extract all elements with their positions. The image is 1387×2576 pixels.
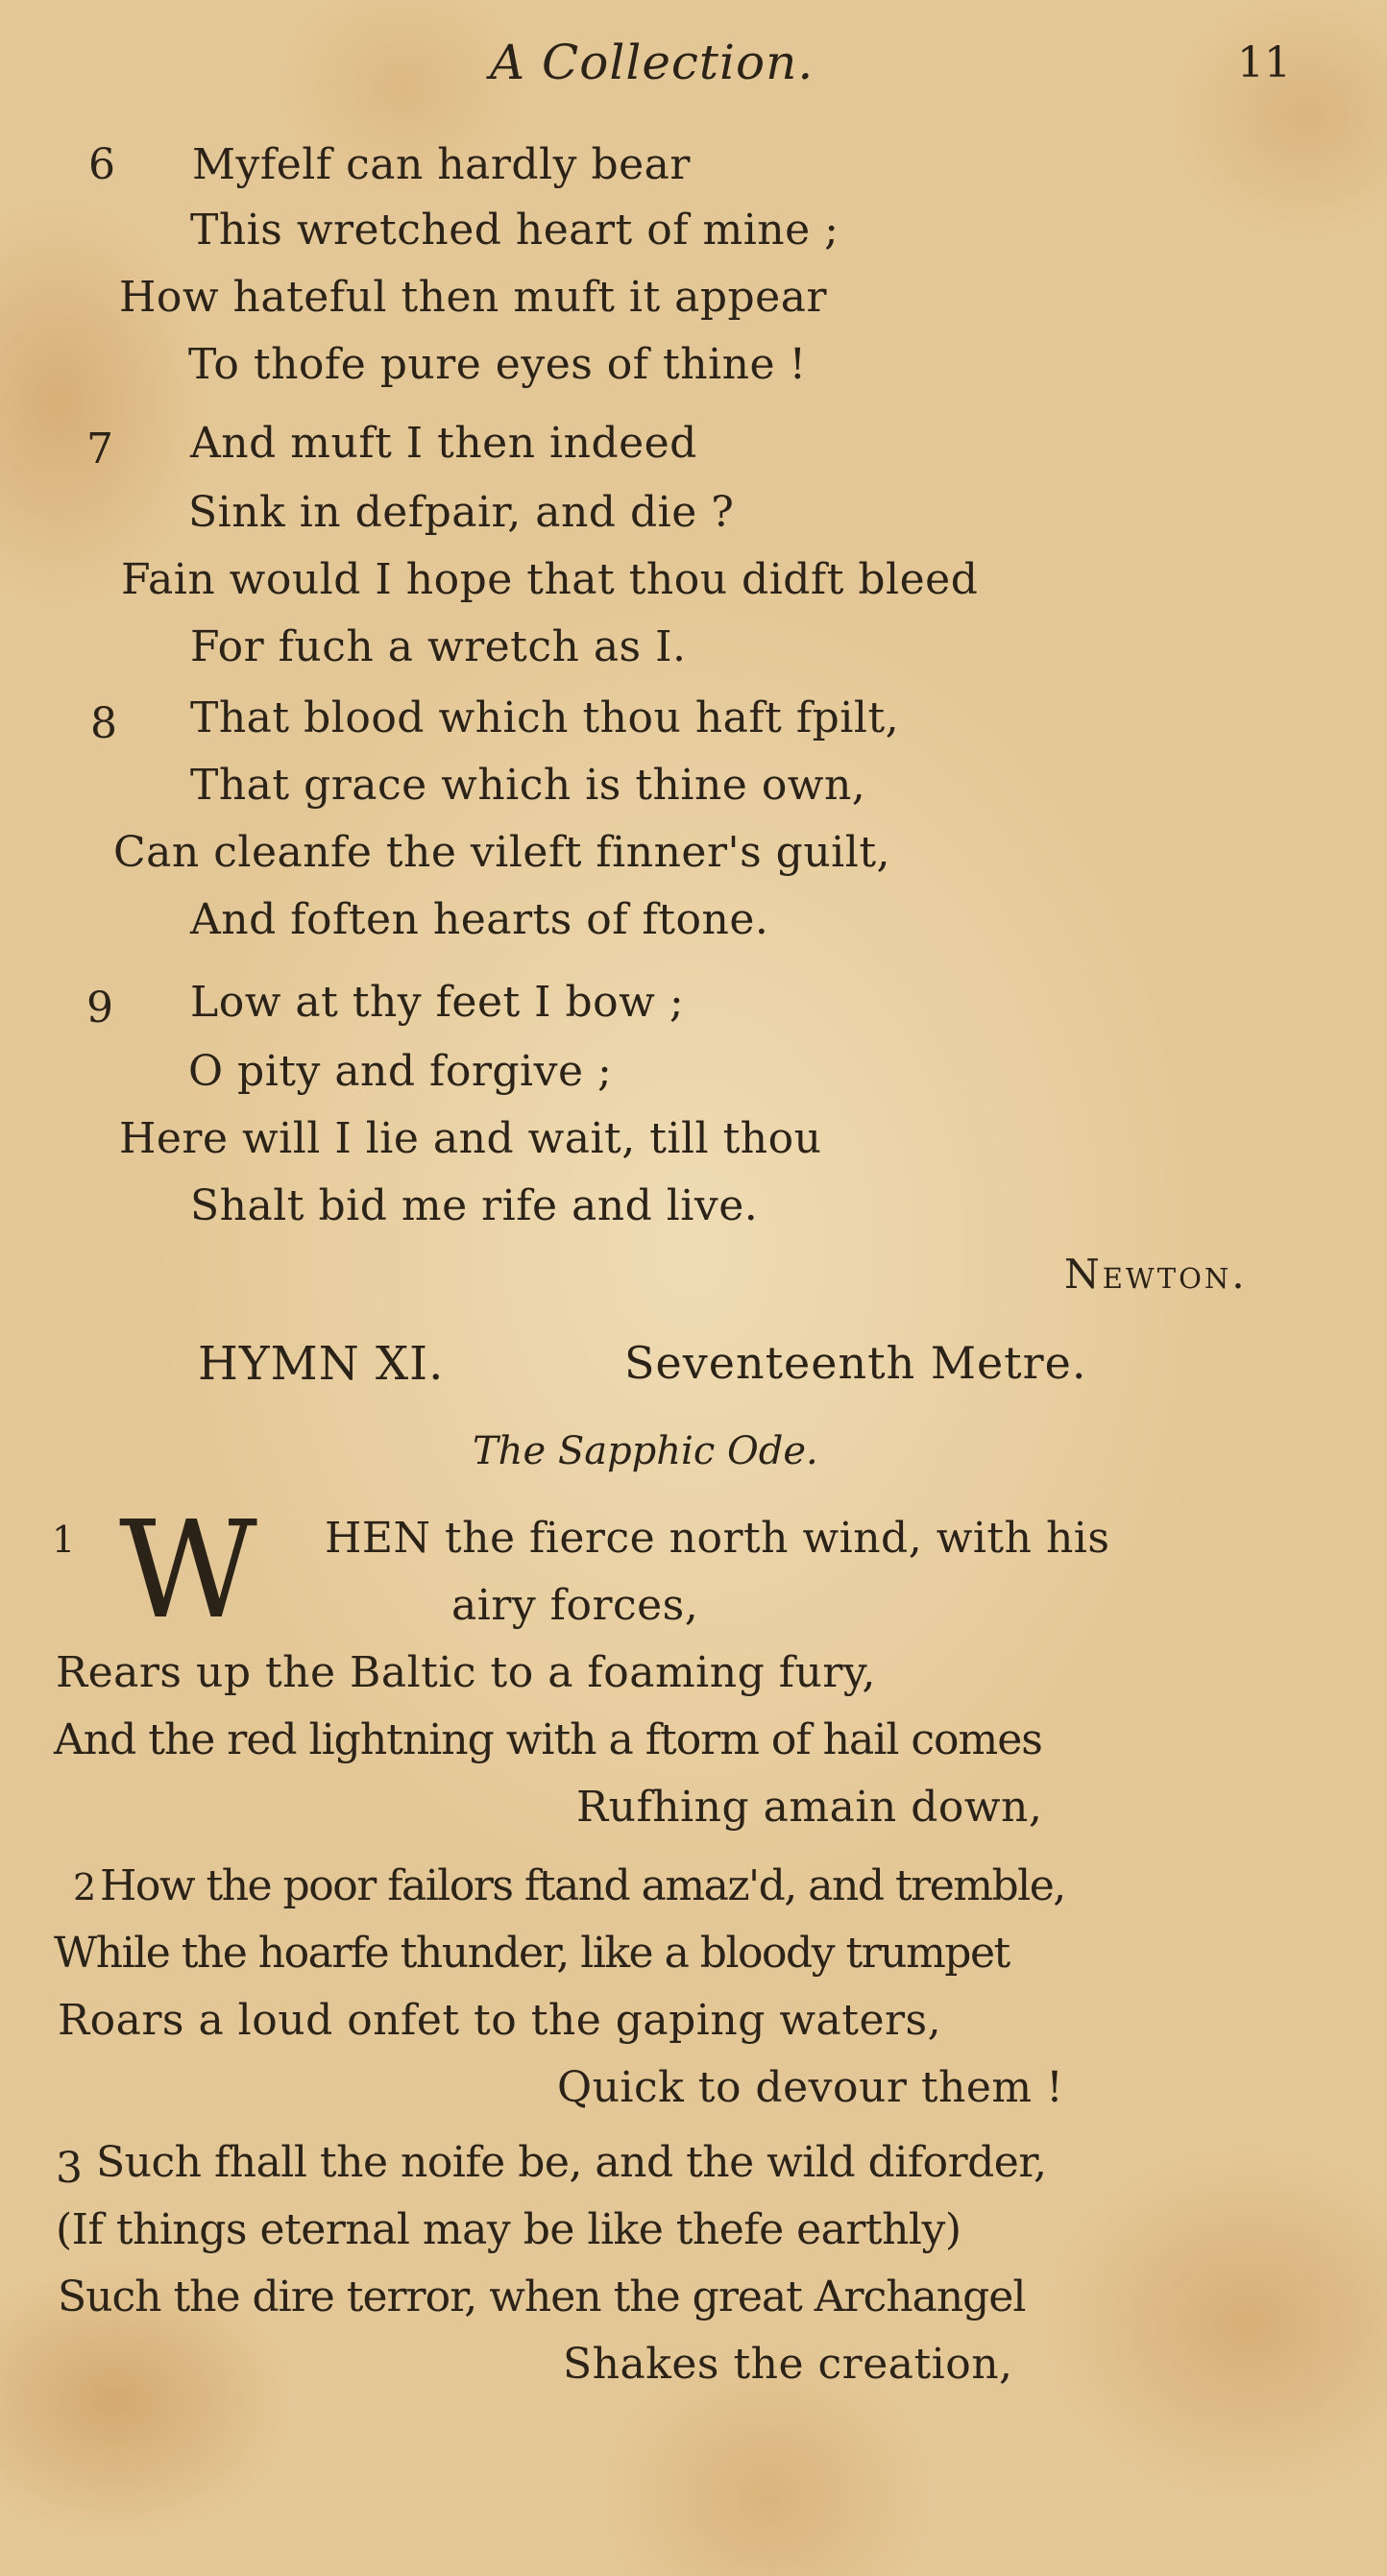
verse-line: Shalt bid me rife and live.: [190, 1181, 759, 1230]
verse-line: How hateful then muft it appear: [119, 273, 827, 322]
verse-line: HEN the fierce north wind, with his: [325, 1514, 1110, 1563]
verse-line: Sink in defpair, and die ?: [188, 488, 735, 537]
verse-line: How the poor failors ftand amaz'd, and tremble,: [100, 1861, 1065, 1910]
verse-line: That grace which is thine own,: [190, 761, 866, 810]
verse-line: airy forces,: [451, 1581, 699, 1630]
verse-line: And the red lightning with a ftorm of hail comes: [54, 1715, 1042, 1764]
verse-line: And muft I then indeed: [190, 419, 697, 468]
stanza-number: 3: [56, 2144, 83, 2193]
hymn-metre: Seventeenth Metre.: [624, 1337, 1087, 1389]
running-head-title: A Collection.: [490, 35, 815, 90]
stanza-number: 8: [90, 699, 117, 748]
verse-line: To thofe pure eyes of thine !: [188, 340, 807, 389]
stanza-number: 7: [86, 425, 113, 474]
page-number: 11: [1237, 38, 1291, 87]
verse-line: Shakes the creation,: [563, 2340, 1013, 2389]
stanza-number: 6: [88, 140, 115, 189]
author-signature: Newton.: [1064, 1251, 1248, 1298]
verse-line: Such fhall the noife be, and the wild diforder,: [96, 2138, 1047, 2187]
verse-line: For fuch a wretch as I.: [190, 622, 687, 671]
verse-line: Rufhing amain down,: [576, 1783, 1043, 1832]
verse-line: Low at thy feet I bow ;: [190, 978, 685, 1027]
verse-line: Here will I lie and wait, till thou: [119, 1114, 822, 1163]
verse-line: This wretched heart of mine ;: [190, 206, 840, 255]
verse-line: Quick to devour them !: [557, 2063, 1064, 2112]
hymn-subtitle: The Sapphic Ode.: [473, 1429, 818, 1473]
verse-line: Can cleanfe the vileft finner's guilt,: [113, 828, 890, 877]
verse-line: Roars a loud onfet to the gaping waters,: [58, 1996, 942, 2045]
stanza-number: 2: [73, 1866, 97, 1908]
verse-line: (If things eternal may be like thefe earthly): [56, 2205, 961, 2254]
stanza-number: 1: [52, 1519, 76, 1561]
verse-line: Myfelf can hardly bear: [192, 140, 691, 189]
verse-line: O pity and forgive ;: [188, 1047, 613, 1096]
verse-line: While the hoarfe thunder, like a bloody trumpet: [54, 1929, 1010, 1978]
verse-line: And foften hearts of ftone.: [190, 895, 769, 944]
verse-line: Such the dire terror, when the great Archangel: [58, 2272, 1026, 2321]
drop-cap: W: [119, 1493, 257, 1649]
verse-line: Rears up the Baltic to a foaming fury,: [56, 1648, 876, 1697]
verse-line: That blood which thou haft fpilt,: [190, 693, 900, 742]
verse-line: Fain would I hope that thou didft bleed: [121, 555, 979, 604]
hymn-title: HYMN XI.: [198, 1337, 445, 1391]
stanza-number: 9: [86, 984, 113, 1033]
